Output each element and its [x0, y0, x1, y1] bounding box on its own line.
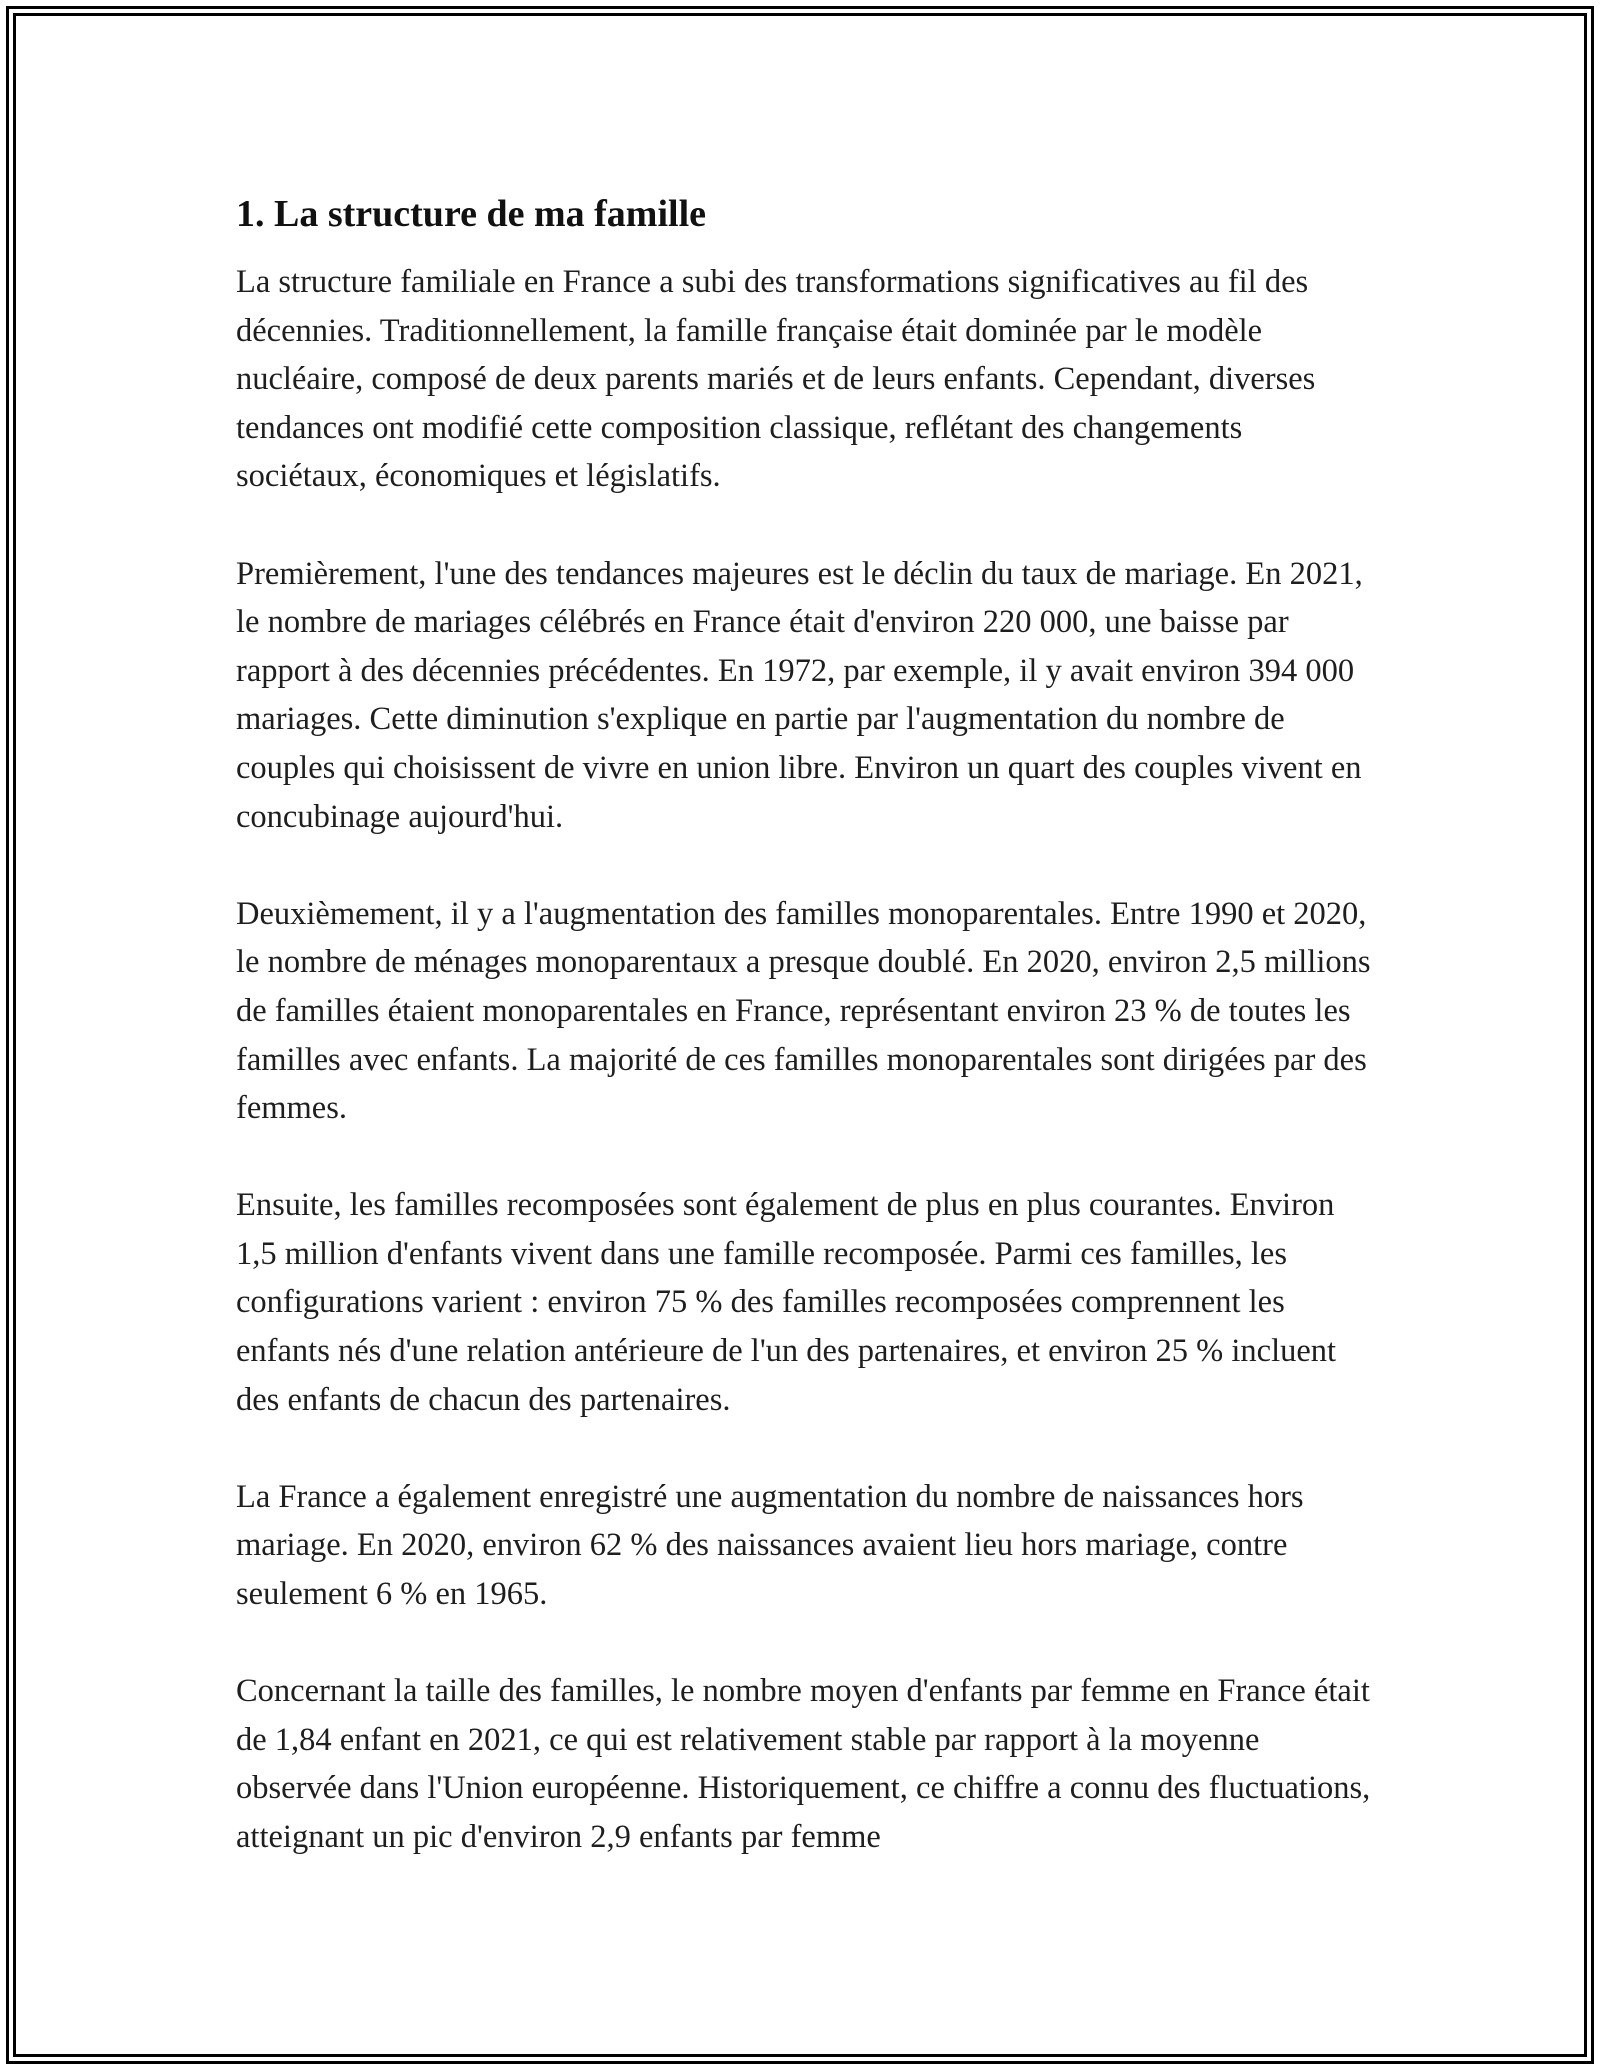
paragraph-family-size: Concernant la taille des familles, le nombre moyen d'enfants par femme en France était de 1,84 enfant en 2021, ce qui est relativement stable par rapport à la moyenne observée dans l'Union européenne. Historiquement, ce chiffre a connu des fluctuations, atteignant un pic d'environ 2,9 enfants par femme [236, 1673, 1371, 1855]
section-heading: 1. La structure de ma famille [236, 193, 706, 235]
paragraph-blended-families: Ensuite, les familles recomposées sont également de plus en plus courantes. Environ 1,5 million d'enfants vivent dans une famille recomposée. Parmi ces familles, les configurations varient : environ 75 % des familles recomposées comprennent les enfants nés d'une relation antérieure de l'un des partenaires, et environ 25 % incluent des enfants de chacun des partenaires. [236, 1187, 1337, 1418]
document-body [236, 190, 1376, 1862]
paragraph-births-outside-marriage: La France a également enregistré une augmentation du nombre de naissances hors mariage. En 2020, environ 62 % des naissances avaient lieu hors mariage, contre seulement 6 % en 1965. [236, 1478, 1304, 1613]
paragraph-intro: La structure familiale en France a subi des transformations significatives au fil des décennies. Traditionnellement, la famille française était dominée par le modèle nucléaire, composé de deux parents mariés et de leurs enfants. Cependant, diverses tendances ont modifié cette composition classique, reflétant des changements sociétaux, économiques et législatifs. [236, 264, 1316, 495]
paragraph-marriage-decline: Premièrement, l'une des tendances majeures est le déclin du taux de mariage. En 2021, le nombre de mariages célébrés en France était d'environ 220 000, une baisse par rapport à des décennies précédentes. En 1972, par exemple, il y avait environ 394 000 mariages. Cette diminution s'explique en partie par l'augmentation du nombre de couples qui choisissent de vivre en union libre. Environ un quart des couples vivent en concubinage aujourd'hui. [236, 555, 1363, 835]
paragraph-single-parent-families: Deuxièmement, il y a l'augmentation des familles monoparentales. Entre 1990 et 2020, le nombre de ménages monoparentaux a presque doublé. En 2020, environ 2,5 millions de familles étaient monoparentales en France, représentant environ 23 % de toutes les familles avec enfants. La majorité de ces familles monoparentales sont dirigées par des femmes. [236, 895, 1371, 1127]
